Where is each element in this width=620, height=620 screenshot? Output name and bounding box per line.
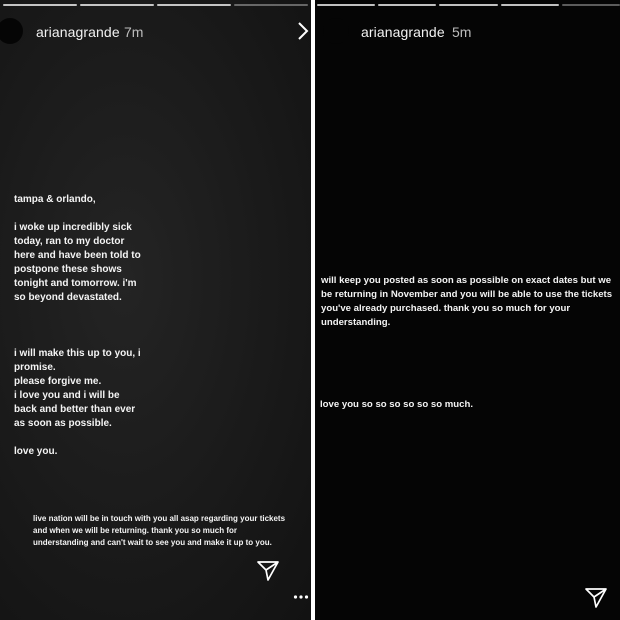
avatar[interactable] <box>0 18 23 44</box>
story-text-signoff: love you so so so so so so much. <box>320 399 474 410</box>
story-progress-bar <box>3 4 308 7</box>
more-options-icon[interactable] <box>293 594 309 600</box>
avatar[interactable] <box>323 18 349 44</box>
story-text-message: i woke up incredibly sick today, ran to my doctor here and have been told to postpone these shows tonight and tomorrow. i'm so beyond devastated. <box>14 222 141 303</box>
send-icon[interactable] <box>256 560 280 582</box>
post-time: 5m <box>452 24 472 40</box>
username[interactable]: arianagrande <box>36 24 120 40</box>
story-text-message: will keep you posted as soon as possible on exact dates but we be returning in November and you will be able to use the tickets you've already purchased. thank you so much for your understanding. <box>321 275 613 328</box>
send-icon[interactable] <box>584 587 608 609</box>
story-text-greeting: tampa & orlando, <box>14 194 96 205</box>
story-text-signoff: love you. <box>14 446 58 457</box>
chevron-right-icon[interactable] <box>296 21 310 41</box>
username[interactable]: arianagrande <box>361 24 445 40</box>
story-progress-bar <box>317 4 620 7</box>
story-panel-right[interactable] <box>315 0 620 620</box>
story-text-footnote: live nation will be in touch with you all asap regarding your tickets and when we will be returning. thank you so much for understanding and can't wait to see you and make it up to you. <box>33 514 286 547</box>
story-text-apology: i will make this up to you, i promise. please forgive me. i love you and i will be back and better than ever as soon as possible. <box>14 348 141 429</box>
post-time: 7m <box>124 24 144 40</box>
